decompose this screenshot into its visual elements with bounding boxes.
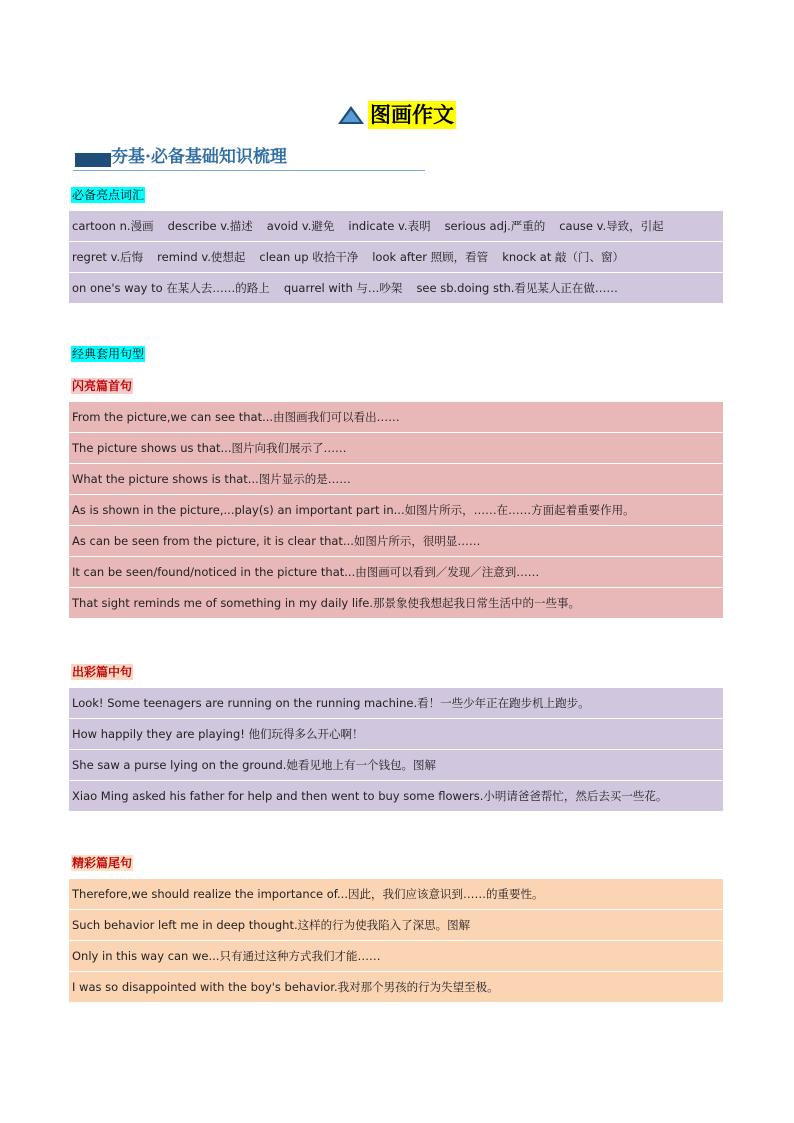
sentence-row: Only in this way can we...只有通过这种方式我们才能…… — [69, 941, 723, 972]
vocab-item: serious adj.严重的 — [444, 219, 546, 233]
vocab-item: cause v.导致，引起 — [559, 219, 664, 233]
section-bar-icon — [75, 153, 111, 167]
vocab-item: clean up 收拾干净 — [259, 250, 359, 264]
sentence-row: I was so disappointed with the boy's behavior.我对那个男孩的行为失望至极。 — [69, 972, 723, 1003]
middle-table — [69, 688, 723, 812]
vocab-item: indicate v.表明 — [348, 219, 431, 233]
document-title — [0, 101, 794, 129]
title-text: 图画作文 — [370, 102, 454, 127]
vocab-label: 必备亮点词汇 — [72, 188, 145, 202]
sentence-row: Xiao Ming asked his father for help and then went to buy some flowers.小明请爸爸帮忙，然后去买一些花。 — [69, 781, 723, 812]
sentence-row: From the picture,we can see that...由图画我们可以看出…… — [69, 402, 723, 433]
section-underline — [73, 170, 425, 171]
vocab-item: knock at 敲（门、窗） — [502, 250, 625, 264]
sentence-row: How happily they are playing! 他们玩得多么开心啊！ — [69, 719, 723, 750]
sentence-row: As can be seen from the picture, it is clear that...如图片所示，很明显…… — [69, 526, 723, 557]
middle-label: 出彩篇中句 — [72, 665, 133, 679]
sentence-row: That sight reminds me of something in my daily life.那景象使我想起我日常生活中的一些事。 — [69, 588, 723, 619]
section-heading — [73, 145, 425, 171]
sentence-row: It can be seen/found/noticed in the picture that...由图画可以看到／发现／注意到…… — [69, 557, 723, 588]
opening-label: 闪亮篇首句 — [72, 379, 133, 393]
sentence-row: As is shown in the picture,...play(s) an important part in...如图片所示，……在……方面起着重要作用。 — [69, 495, 723, 526]
ending-table — [69, 879, 723, 1003]
vocab-item: on one's way to 在某人去……的路上 — [72, 281, 270, 295]
vocab-item: see sb.doing sth.看见某人正在做…… — [416, 281, 618, 295]
ending-label: 精彩篇尾句 — [72, 856, 133, 870]
vocab-item: avoid v.避免 — [266, 219, 335, 233]
sentence-row: What the picture shows is that...图片显示的是…… — [69, 464, 723, 495]
patterns-label: 经典套用句型 — [72, 347, 145, 361]
vocab-row — [69, 211, 723, 242]
sentence-row: Look! Some teenagers are running on the running machine.看！一些少年正在跑步机上跑步。 — [69, 688, 723, 719]
sentence-row: She saw a purse lying on the ground.她看见地上有一个钱包。图解 — [69, 750, 723, 781]
vocab-item: look after 照顾，看管 — [372, 250, 489, 264]
vocab-item: quarrel with 与…吵架 — [283, 281, 403, 295]
vocab-row — [69, 273, 723, 304]
opening-table — [69, 402, 723, 619]
vocab-item: remind v.使想起 — [157, 250, 246, 264]
sentence-row: The picture shows us that...图片向我们展示了…… — [69, 433, 723, 464]
triangle-icon — [338, 106, 364, 124]
vocab-item: cartoon n.漫画 — [72, 219, 154, 233]
section-heading-text: 夯基·必备基础知识梳理 — [111, 147, 287, 167]
vocab-item: regret v.后悔 — [72, 250, 144, 264]
sentence-row: Such behavior left me in deep thought.这样的行为使我陷入了深思。图解 — [69, 910, 723, 941]
sentence-row: Therefore,we should realize the importance of...因此，我们应该意识到……的重要性。 — [69, 879, 723, 910]
vocab-table — [69, 211, 723, 304]
vocab-row — [69, 242, 723, 273]
vocab-item: describe v.描述 — [167, 219, 253, 233]
